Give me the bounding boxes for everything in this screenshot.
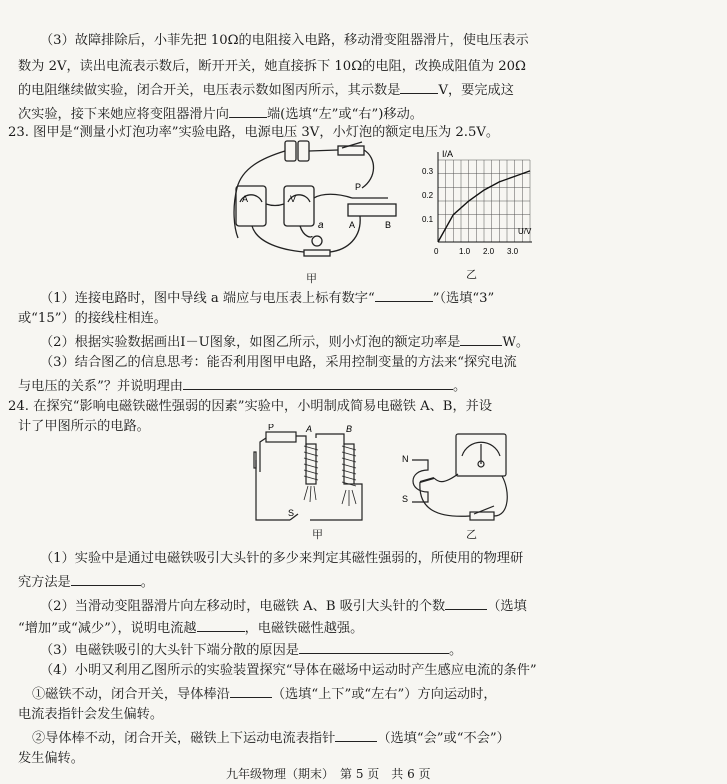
iu-graph [420, 146, 540, 258]
q23-3-line2 [18, 376, 466, 395]
ytick-0.3: 0.3 [422, 167, 434, 176]
page-footer: 九年级物理（期末） 第 5 页 共 6 页 [226, 767, 431, 781]
terminal-a-label: A [349, 220, 356, 230]
answer-blank-power[interactable] [460, 332, 502, 346]
q22-3-line3 [18, 80, 514, 99]
q24-3-text-b: 。 [448, 643, 463, 658]
q24-4-1-text-b: （选填“上下”或“左右”）方向运动时， [271, 687, 497, 702]
switch-base [338, 146, 364, 155]
q23-title: 23. 图甲是“测量小灯泡功率”实验电路，电源电压 3V，小灯泡的额定电压为 2.5V。 [8, 125, 500, 140]
q24-1-line: （1）实验中是通过电磁铁吸引大头针的多少来判定其磁性强弱的，所使用的物理研 [40, 551, 524, 566]
ammeter-label: A [242, 194, 249, 204]
q22-3-line1: （3）故障排除后，小菲先把 10Ω的电阻接入电路，移动滑变阻器滑片，使电压表示 [40, 33, 529, 48]
q22-3-line4 [18, 104, 423, 123]
q24-4-1-text: ①磁铁不动，闭合开关，导体棒沿 [32, 687, 230, 702]
answer-blank-rod-direction[interactable] [230, 684, 272, 698]
fig24-induction-setup [398, 430, 528, 530]
fig24-yi-caption: 乙 [466, 528, 477, 541]
voltmeter-box [284, 186, 314, 226]
q22-3-line2: 数为 2V，读出电流表示数后，断开开关，她直接拆下 10Ω的电阻，改换成阻值为 20Ω [18, 59, 526, 74]
fig23-jia-caption: 甲 [306, 272, 317, 285]
q22-3-text-b: V，要完成这 [438, 83, 514, 98]
em-b-label: B [346, 424, 353, 434]
q23-3-text-c: 。 [453, 379, 467, 394]
magnet-s-label: S [402, 494, 409, 504]
q23-1-text-b: ”（选填“3” [432, 291, 495, 306]
q23-1-line2: 或“15”）的接线柱相连。 [18, 311, 167, 326]
q24-2-line2 [18, 618, 363, 637]
xtick-2.0: 2.0 [483, 247, 495, 256]
answer-blank-voltage[interactable] [400, 80, 438, 94]
graph-xlabel: U/V [518, 227, 532, 236]
rheostat [266, 432, 296, 442]
fig23-yi-caption: 乙 [466, 268, 477, 281]
q24-1-text: 究方法是 [18, 575, 71, 590]
switch-s-label: S [288, 508, 295, 518]
switch [470, 512, 494, 520]
answer-blank-disperse-reason[interactable] [299, 640, 449, 654]
ammeter-box [236, 186, 266, 226]
answer-blank-reason[interactable] [183, 376, 453, 390]
xtick-3.0: 3.0 [507, 247, 519, 256]
q24-2-text-d: ，电磁铁磁性越强。 [244, 621, 364, 636]
answer-blank-direction[interactable] [229, 104, 267, 118]
q22-3-text: 的电阻继续做实验，闭合开关，电压表示数如图丙所示，其示数是 [18, 83, 401, 98]
answer-blank-pins-count[interactable] [445, 596, 487, 610]
q22-4-text-b: 端(选填“左”或“右”)移动。 [267, 107, 423, 122]
q23-1-line [40, 288, 494, 307]
q24-4-2-text: ②导体棒不动，闭合开关，磁铁上下运动电流表指针 [32, 731, 336, 746]
q24-4-line: （4）小明又利用乙图所示的实验装置探究“导体在磁场中运动时产生感应电流的条件” [40, 663, 537, 678]
xtick-0: 0 [434, 247, 439, 256]
battery-1 [285, 141, 296, 161]
q23-3-line: （3）结合图乙的信息思考：能否利用图甲电路，采用控制变量的方法来“探究电流 [40, 355, 517, 370]
fig23-circuit [212, 138, 412, 278]
slider-p-label: P [268, 424, 275, 432]
voltmeter-label: V [290, 194, 297, 204]
q24-3-text: （3）电磁铁吸引的大头针下端分散的原因是 [40, 643, 299, 658]
xtick-1.0: 1.0 [459, 247, 471, 256]
q22-4-text: 次实验，接下来她应将变阻器滑片向 [18, 107, 229, 122]
q23-1-text: （1）连接电路时，图中导线 a 端应与电压表上标有数字“ [40, 291, 375, 306]
q24-2-text-c: “增加”或“减少”），说明电流越 [18, 621, 197, 636]
q24-4-2-line [32, 728, 510, 747]
em-a-label: A [306, 424, 313, 434]
answer-blank-terminal[interactable] [375, 288, 433, 302]
answer-blank-method[interactable] [71, 572, 141, 586]
slider-p-label: P [355, 182, 362, 192]
q24-2-text-b: （选填 [487, 599, 527, 614]
ytick-0.2: 0.2 [422, 191, 434, 200]
q24-title: 24. 在探究“影响电磁铁磁性强弱的因素”实验中，小明制成简易电磁铁 A、B，并设 [8, 399, 493, 414]
wire-a-label: a [318, 220, 324, 231]
fig24-jia-caption: 甲 [312, 528, 323, 541]
q23-2-line [40, 332, 529, 351]
answer-blank-deflect[interactable] [335, 728, 377, 742]
answer-blank-current[interactable] [197, 618, 245, 632]
q24-4-2-line2: 发生偏转。 [18, 751, 84, 766]
q24-1-text-c: 。 [140, 575, 154, 590]
q24-4-1-line2: 电流表指针会发生偏转。 [18, 707, 164, 722]
q23-3-text: 与电压的关系”？并说明理由 [18, 379, 183, 394]
magnet-n-label: N [402, 454, 409, 464]
q24-3-line [40, 640, 462, 659]
graph-ylabel: I/A [442, 149, 454, 159]
q24-4-2-text-b: （选填“会”或“不会”） [377, 731, 510, 746]
q23-2-text-b: W。 [502, 335, 530, 350]
q24-4-1-line [32, 684, 497, 703]
q24-1-line2 [18, 572, 154, 591]
battery-2 [298, 141, 309, 161]
q24-2-text: （2）当滑动变阻器滑片向左移动时，电磁铁 A、B 吸引大头针的个数 [40, 599, 446, 614]
fig24-electromagnet-circuit [250, 424, 380, 530]
q24-2-line [40, 596, 527, 615]
bulb [312, 236, 322, 246]
q24-title-2: 计了甲图所示的电路。 [18, 419, 150, 434]
rheostat [348, 204, 396, 216]
terminal-b-label: B [385, 220, 392, 230]
q23-2-text: （2）根据实验数据画出I－U图象，如图乙所示，则小灯泡的额定功率是 [40, 335, 461, 350]
ytick-0.1: 0.1 [422, 215, 434, 224]
